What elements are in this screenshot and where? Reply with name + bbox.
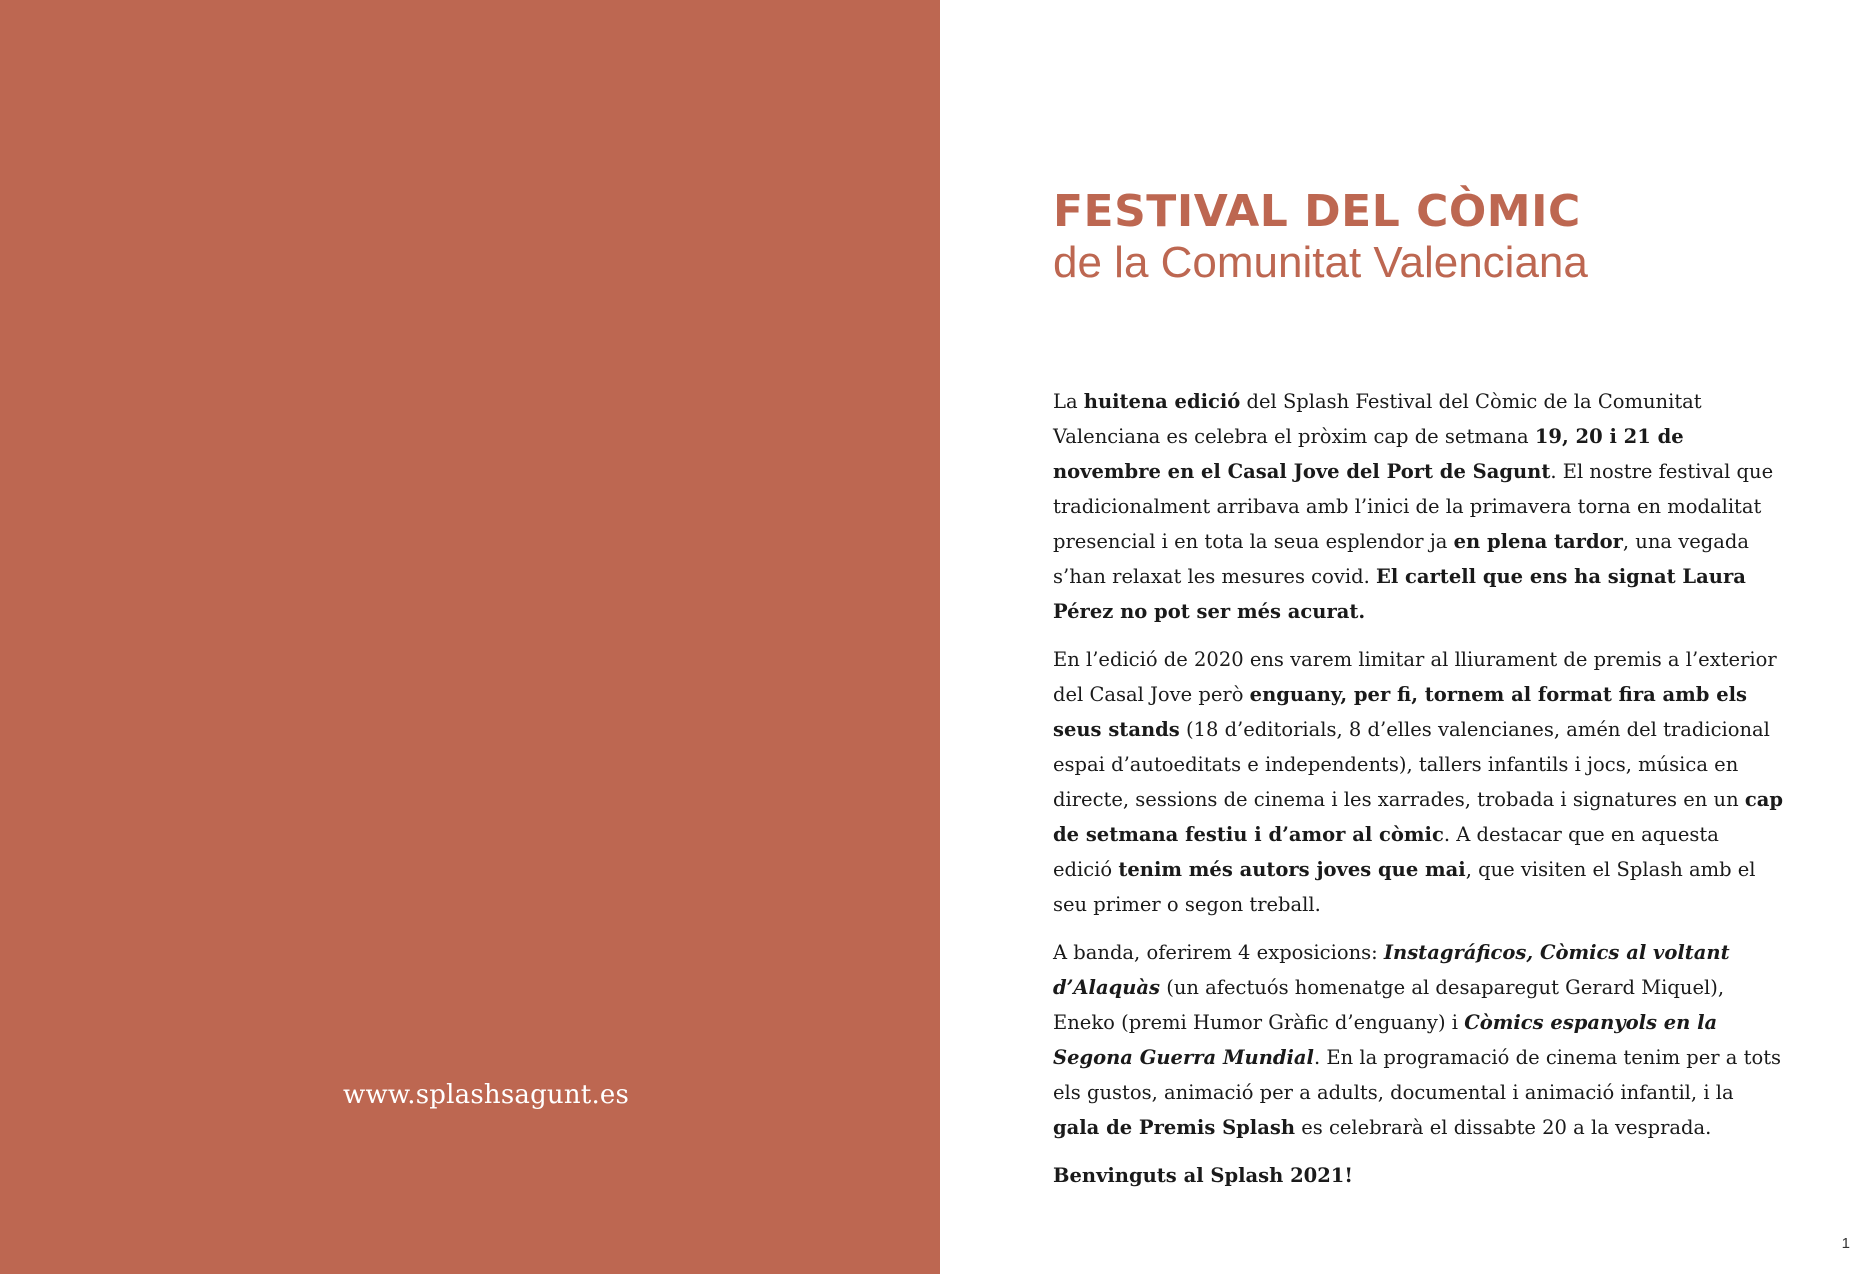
page-number: 1 bbox=[1841, 1235, 1850, 1252]
text-run: es celebrarà el dissabte 20 a la vesprada. bbox=[1295, 1116, 1712, 1139]
text-run: (un afectuós homenatge al desaparegut Gerard Miquel), Eneko (premi Humor Gràfic d’enguany) i bbox=[1053, 976, 1725, 1034]
bold-run: El cartell que ens ha signat Laura Pérez no pot ser més acurat. bbox=[1053, 565, 1746, 623]
body-text bbox=[1053, 384, 1783, 1206]
bold-italic-run: Instagráficos, Còmics al voltant d’Alaquàs bbox=[1053, 941, 1730, 999]
text-run: En l’edició de 2020 ens varem limitar al lliurament de premis a l’exterior del Casal Jove però bbox=[1053, 648, 1777, 706]
bold-run: cap de setmana festiu i d’amor al còmic bbox=[1053, 788, 1783, 846]
bold-run: Benvinguts al Splash 2021! bbox=[1053, 1164, 1353, 1187]
text-run: del Splash Festival del Còmic de la Comunitat Valenciana es celebra el pròxim cap de setmana bbox=[1053, 390, 1702, 448]
page-title: FESTIVAL DEL CÒMIC bbox=[1053, 186, 1581, 237]
text-run: La bbox=[1053, 390, 1084, 413]
bold-run: huitena edició bbox=[1083, 390, 1241, 413]
bold-run: enguany, per fi, tornem al format fira amb els seus stands bbox=[1053, 683, 1747, 741]
text-run: , una vegada s’han relaxat les mesures covid. bbox=[1053, 530, 1749, 588]
paragraph-exhibitions bbox=[1053, 935, 1783, 1145]
bold-run: gala de Premis Splash bbox=[1053, 1116, 1295, 1139]
bold-italic-run: Còmics espanyols en la Segona Guerra Mundial bbox=[1053, 1011, 1718, 1069]
text-run: (18 d’editorials, 8 d’elles valencianes, amén del tradicional espai d’autoeditats e independents), tallers infantils i jocs, música en directe, sessions de cinema i les xarrades, trobada i signatures en un bbox=[1053, 718, 1770, 811]
closing-line bbox=[1053, 1158, 1783, 1193]
page-subtitle: de la Comunitat Valenciana bbox=[1053, 238, 1588, 287]
text-run: , que visiten el Splash amb el seu primer o segon treball. bbox=[1053, 858, 1756, 916]
bold-run: tenim més autors joves que mai bbox=[1118, 858, 1466, 881]
text-run: . El nostre festival que tradicionalment arribava amb l’inici de la primavera torna en modalitat presencial i en tota la seua esplendor ja bbox=[1053, 460, 1774, 553]
bold-run: en plena tardor bbox=[1453, 530, 1623, 553]
text-run: A banda, oferirem 4 exposicions: bbox=[1053, 941, 1384, 964]
bold-run: 19, 20 i 21 de novembre en el Casal Jove del Port de Sagunt bbox=[1053, 425, 1684, 483]
text-run: . A destacar que en aquesta edició bbox=[1053, 823, 1719, 881]
paragraph-format bbox=[1053, 642, 1783, 922]
right-page bbox=[940, 0, 1876, 1274]
paragraph-intro bbox=[1053, 384, 1783, 629]
text-run: . En la programació de cinema tenim per a tots els gustos, animació per a adults, documental i animació infantil, i la bbox=[1053, 1046, 1782, 1104]
website-link[interactable]: www.splashsagunt.es bbox=[343, 1080, 630, 1110]
